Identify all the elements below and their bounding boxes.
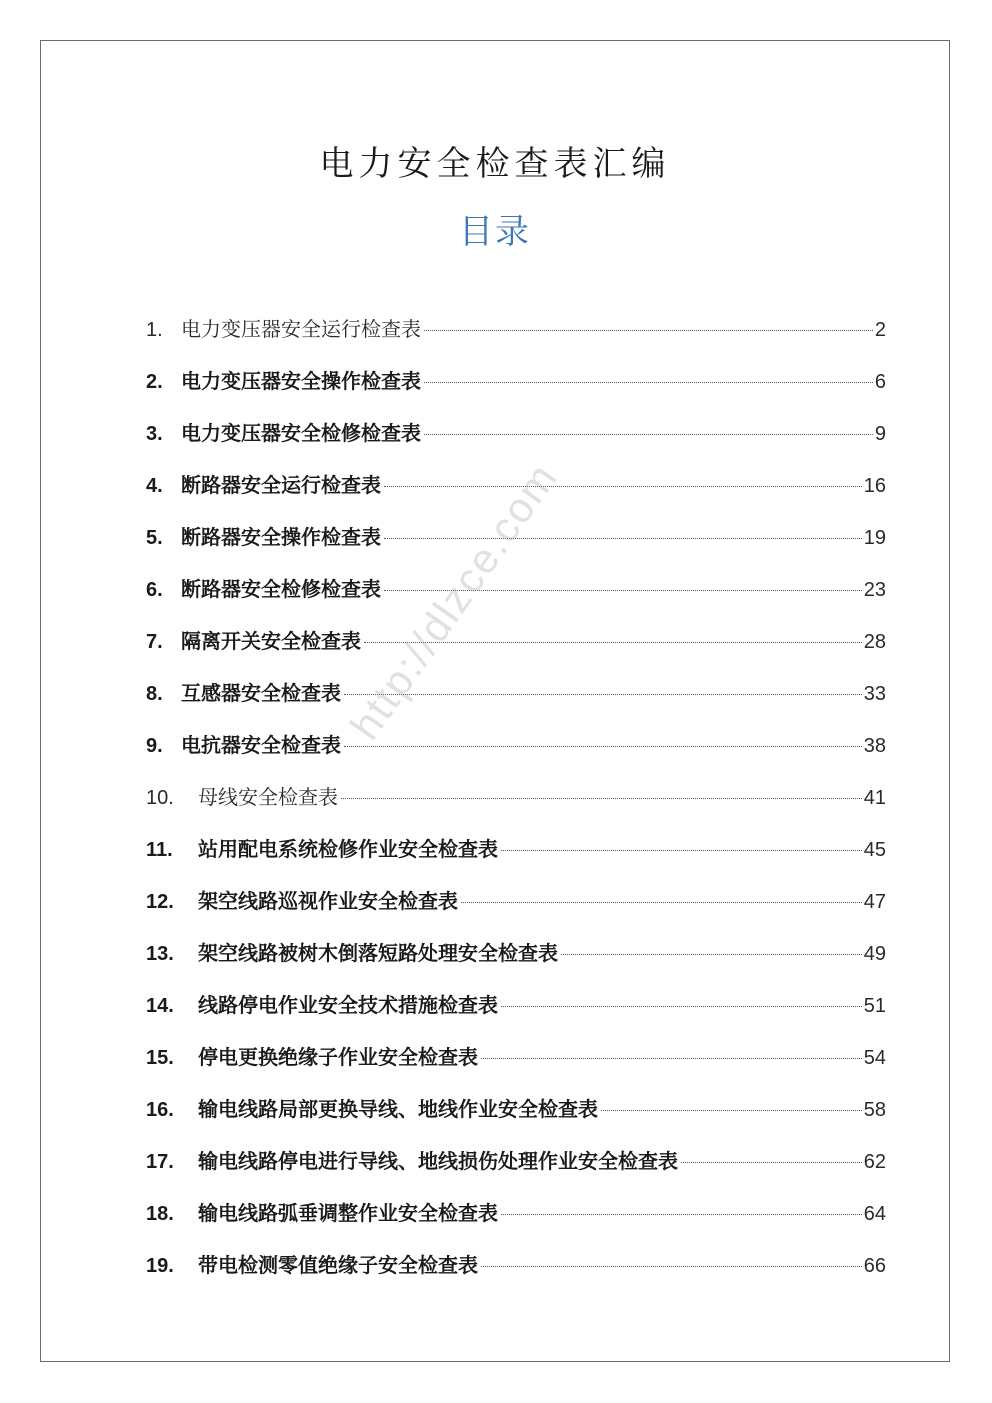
dot-leader xyxy=(501,1214,862,1215)
toc-entry[interactable] xyxy=(146,573,886,625)
toc-entry-page-number: 19 xyxy=(863,527,886,549)
toc-entry[interactable] xyxy=(146,885,886,937)
toc-entry-page-number: 66 xyxy=(863,1255,886,1277)
toc-entry-title[interactable]: 断路器安全检修检查表 xyxy=(181,577,381,601)
dot-leader xyxy=(681,1162,862,1163)
toc-entry[interactable] xyxy=(146,833,886,885)
toc-entry[interactable] xyxy=(146,1145,886,1197)
dot-leader xyxy=(341,798,862,799)
toc-entry-number: 15. xyxy=(146,1047,174,1069)
toc-entry-page-number: 33 xyxy=(863,683,886,705)
toc-entry-number: 3. xyxy=(146,423,163,445)
toc-entry[interactable] xyxy=(146,469,886,521)
toc-entry-page-number: 16 xyxy=(863,475,886,497)
dot-leader xyxy=(364,642,862,643)
toc-entry-number: 11. xyxy=(146,839,173,861)
toc-entry-page-number: 23 xyxy=(863,579,886,601)
toc-entry-page-number: 58 xyxy=(863,1099,886,1121)
dot-leader xyxy=(384,486,862,487)
toc-entry[interactable] xyxy=(146,1249,886,1301)
toc-entry-number: 5. xyxy=(146,527,163,549)
toc-entry[interactable] xyxy=(146,937,886,989)
toc-entry-number: 13. xyxy=(146,943,174,965)
toc-entry-number: 19. xyxy=(146,1255,174,1277)
toc-entry-number: 16. xyxy=(146,1099,174,1121)
toc-entry[interactable] xyxy=(146,989,886,1041)
toc-entry[interactable] xyxy=(146,521,886,573)
document-page xyxy=(40,40,950,1362)
toc-entry-title[interactable]: 架空线路被树木倒落短路处理安全检查表 xyxy=(198,941,558,965)
toc-heading: 目录 xyxy=(459,212,531,252)
dot-leader xyxy=(424,382,873,383)
toc-entry-title[interactable]: 输电线路停电进行导线、地线损伤处理作业安全检查表 xyxy=(198,1149,678,1173)
toc-entry-page-number: 38 xyxy=(863,735,886,757)
toc-entry-title[interactable]: 输电线路弧垂调整作业安全检查表 xyxy=(198,1201,498,1225)
toc-entry-page-number: 6 xyxy=(874,371,886,393)
toc-entry[interactable] xyxy=(146,365,886,417)
toc-entry[interactable] xyxy=(146,781,886,833)
toc-entry-title[interactable]: 带电检测零值绝缘子安全检查表 xyxy=(198,1253,478,1277)
dot-leader xyxy=(601,1110,862,1111)
dot-leader xyxy=(344,746,862,747)
toc-entry-title[interactable]: 输电线路局部更换导线、地线作业安全检查表 xyxy=(198,1097,598,1121)
toc-entry-title[interactable]: 互感器安全检查表 xyxy=(181,681,341,705)
toc-entry-title[interactable]: 停电更换绝缘子作业安全检查表 xyxy=(198,1045,478,1069)
toc-entry-number: 10. xyxy=(146,787,174,809)
dot-leader xyxy=(344,694,862,695)
toc-entry-number: 17. xyxy=(146,1151,174,1173)
toc-entry-title[interactable]: 电力变压器安全运行检查表 xyxy=(181,317,421,341)
toc-entry-page-number: 47 xyxy=(863,891,886,913)
dot-leader xyxy=(424,434,873,435)
toc-entry-page-number: 49 xyxy=(863,943,886,965)
watermark: http://dlzce.com xyxy=(341,453,567,748)
toc-entry-page-number: 9 xyxy=(874,423,886,445)
dot-leader xyxy=(461,902,862,903)
table-of-contents xyxy=(146,313,886,1301)
dot-leader xyxy=(424,330,873,331)
toc-entry-page-number: 64 xyxy=(863,1203,886,1225)
toc-entry-number: 9. xyxy=(146,735,163,757)
dot-leader xyxy=(384,590,862,591)
toc-entry-number: 12. xyxy=(146,891,174,913)
toc-entry-number: 1. xyxy=(146,319,163,341)
toc-entry[interactable] xyxy=(146,677,886,729)
toc-entry-title[interactable]: 电力变压器安全操作检查表 xyxy=(181,369,421,393)
toc-entry-number: 14. xyxy=(146,995,174,1017)
dot-leader xyxy=(501,1006,862,1007)
toc-entry-title[interactable]: 隔离开关安全检查表 xyxy=(181,629,361,653)
toc-entry-title[interactable]: 母线安全检查表 xyxy=(198,785,338,809)
toc-entry-title[interactable]: 架空线路巡视作业安全检查表 xyxy=(198,889,458,913)
dot-leader xyxy=(561,954,862,955)
toc-entry-title[interactable]: 站用配电系统检修作业安全检查表 xyxy=(198,837,498,861)
toc-entry-title[interactable]: 电力变压器安全检修检查表 xyxy=(181,421,421,445)
toc-entry-title[interactable]: 断路器安全运行检查表 xyxy=(181,473,381,497)
toc-entry[interactable] xyxy=(146,1197,886,1249)
dot-leader xyxy=(384,538,862,539)
dot-leader xyxy=(501,850,862,851)
toc-entry-page-number: 51 xyxy=(863,995,886,1017)
toc-entry[interactable] xyxy=(146,625,886,677)
toc-entry[interactable] xyxy=(146,1093,886,1145)
toc-entry-title[interactable]: 断路器安全操作检查表 xyxy=(181,525,381,549)
toc-entry[interactable] xyxy=(146,729,886,781)
toc-entry-title[interactable]: 线路停电作业安全技术措施检查表 xyxy=(198,993,498,1017)
toc-entry-number: 7. xyxy=(146,631,163,653)
document-title: 电力安全检查表汇编 xyxy=(319,144,671,184)
toc-entry-number: 6. xyxy=(146,579,163,601)
toc-entry-number: 2. xyxy=(146,371,163,393)
toc-entry[interactable] xyxy=(146,1041,886,1093)
toc-entry-page-number: 28 xyxy=(863,631,886,653)
toc-entry-page-number: 62 xyxy=(863,1151,886,1173)
dot-leader xyxy=(481,1058,862,1059)
toc-entry-number: 4. xyxy=(146,475,163,497)
toc-entry[interactable] xyxy=(146,417,886,469)
toc-entry-page-number: 2 xyxy=(874,319,886,341)
toc-entry-page-number: 45 xyxy=(863,839,886,861)
toc-entry-number: 8. xyxy=(146,683,163,705)
toc-entry-page-number: 54 xyxy=(863,1047,886,1069)
toc-entry-number: 18. xyxy=(146,1203,174,1225)
toc-entry[interactable] xyxy=(146,313,886,365)
toc-entry-title[interactable]: 电抗器安全检查表 xyxy=(181,733,341,757)
toc-entry-page-number: 41 xyxy=(863,787,886,809)
dot-leader xyxy=(481,1266,862,1267)
